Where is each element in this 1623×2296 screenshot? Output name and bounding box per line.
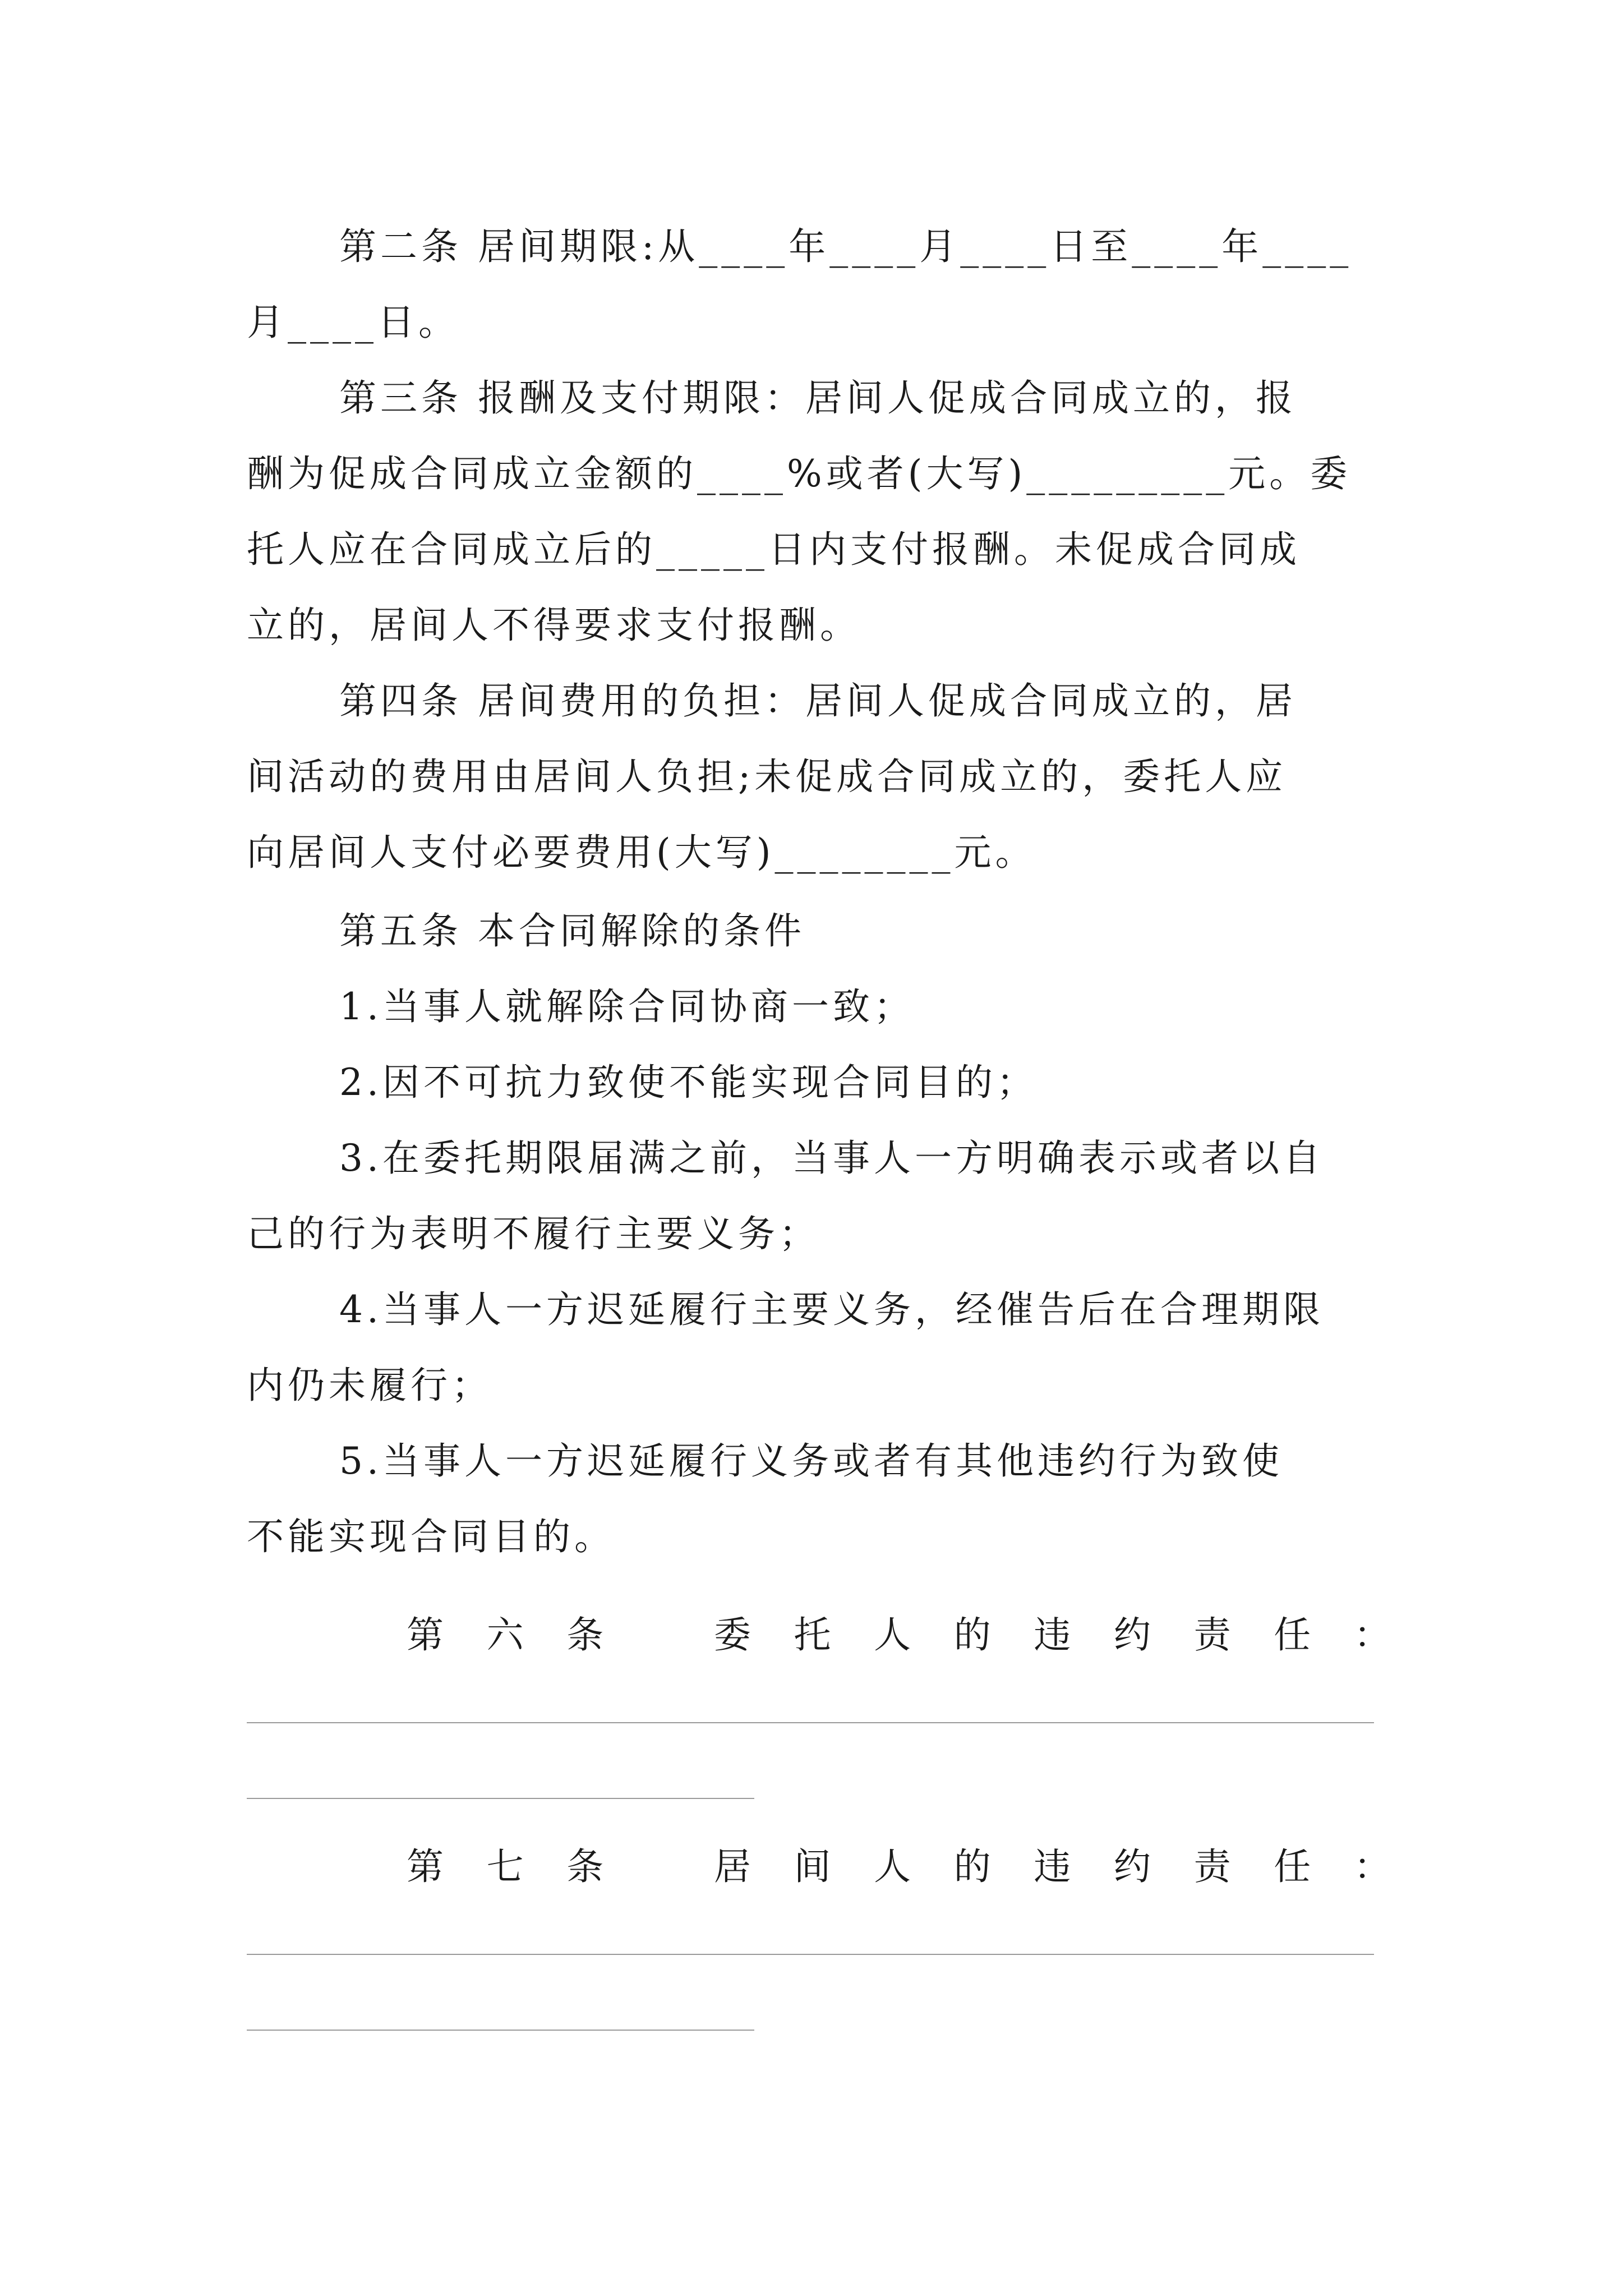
article-6-char: 六 [486, 1613, 524, 1657]
article-3-line-4: 立的，居间人不得要求支付报酬。 [247, 604, 861, 647]
article-6-char: 违 [1034, 1613, 1071, 1657]
article-6-char: 托 [794, 1613, 831, 1657]
article-7-char: 条 [566, 1845, 604, 1888]
article-7-char: 第 [407, 1845, 444, 1888]
article-6-char: 约 [1114, 1613, 1151, 1657]
article-6-char: 第 [407, 1613, 444, 1657]
article-5-item-4-line-1: 4.当事人一方迟延履行主要义务，经催告后在合理期限 [339, 1288, 1324, 1331]
article-5-item-3-line-1: 3.在委托期限届满之前，当事人一方明确表示或者以自 [339, 1137, 1324, 1180]
article-6-heading [407, 1607, 1391, 1663]
article-2-line-2: 月____日。 [247, 301, 459, 344]
article-7-char: 七 [486, 1845, 524, 1888]
article-5-item-5-line-2: 不能实现合同目的。 [247, 1515, 615, 1558]
article-6-char: 条 [566, 1613, 604, 1657]
article-6-char: 委 [713, 1613, 751, 1657]
article-7-char: 责 [1193, 1845, 1231, 1888]
article-4-line-2: 间活动的费用由居间人负担;未促成合同成立的，委托人应 [247, 755, 1287, 798]
article-7-char: 居 [713, 1845, 751, 1888]
article-5-item-4-line-2: 内仍未履行； [247, 1364, 492, 1407]
article-7-char: ： [1353, 1845, 1391, 1888]
article-6-char: 的 [953, 1613, 991, 1657]
article-2-line-1: 第二条 居间期限:从____年____月____日至____年____ [339, 225, 1353, 268]
article-4-line-3: 向居间人支付必要费用(大写)________元。 [247, 831, 1036, 874]
fill-in-line [247, 1798, 754, 1799]
article-6-char: 任 [1274, 1613, 1311, 1657]
article-4-line-1: 第四条 居间费用的负担：居间人促成合同成立的，居 [339, 679, 1297, 723]
article-5-item-2: 2.因不可抗力致使不能实现合同目的； [339, 1061, 1038, 1104]
fill-in-line [247, 2030, 754, 2031]
article-7-char: 人 [874, 1845, 911, 1888]
article-6-char: ： [1353, 1613, 1391, 1657]
article-3-line-1: 第三条 报酬及支付期限：居间人促成合同成立的，报 [339, 376, 1297, 420]
article-7-heading [407, 1839, 1391, 1895]
fill-in-line [247, 1722, 1374, 1723]
article-6-char: 责 [1193, 1613, 1231, 1657]
article-3-line-3: 托人应在合同成立后的_____日内支付报酬。未促成合同成 [247, 528, 1301, 571]
article-5-heading: 第五条 本合同解除的条件 [339, 909, 805, 953]
article-3-line-2: 酬为促成合同成立金额的____%或者(大写)_________元。委 [247, 452, 1352, 495]
article-5-item-5-line-1: 5.当事人一方迟延履行义务或者有其他违约行为致使 [339, 1439, 1283, 1483]
article-5-item-1: 1.当事人就解除合同协商一致； [339, 985, 915, 1028]
article-6-char: 人 [874, 1613, 911, 1657]
article-7-char: 约 [1114, 1845, 1151, 1888]
article-7-char: 违 [1034, 1845, 1071, 1888]
article-5-item-3-line-2: 己的行为表明不履行主要义务； [247, 1212, 820, 1255]
article-7-char: 任 [1274, 1845, 1311, 1888]
article-7-char: 间 [794, 1845, 831, 1888]
fill-in-line [247, 1954, 1374, 1955]
article-7-char: 的 [953, 1845, 991, 1888]
